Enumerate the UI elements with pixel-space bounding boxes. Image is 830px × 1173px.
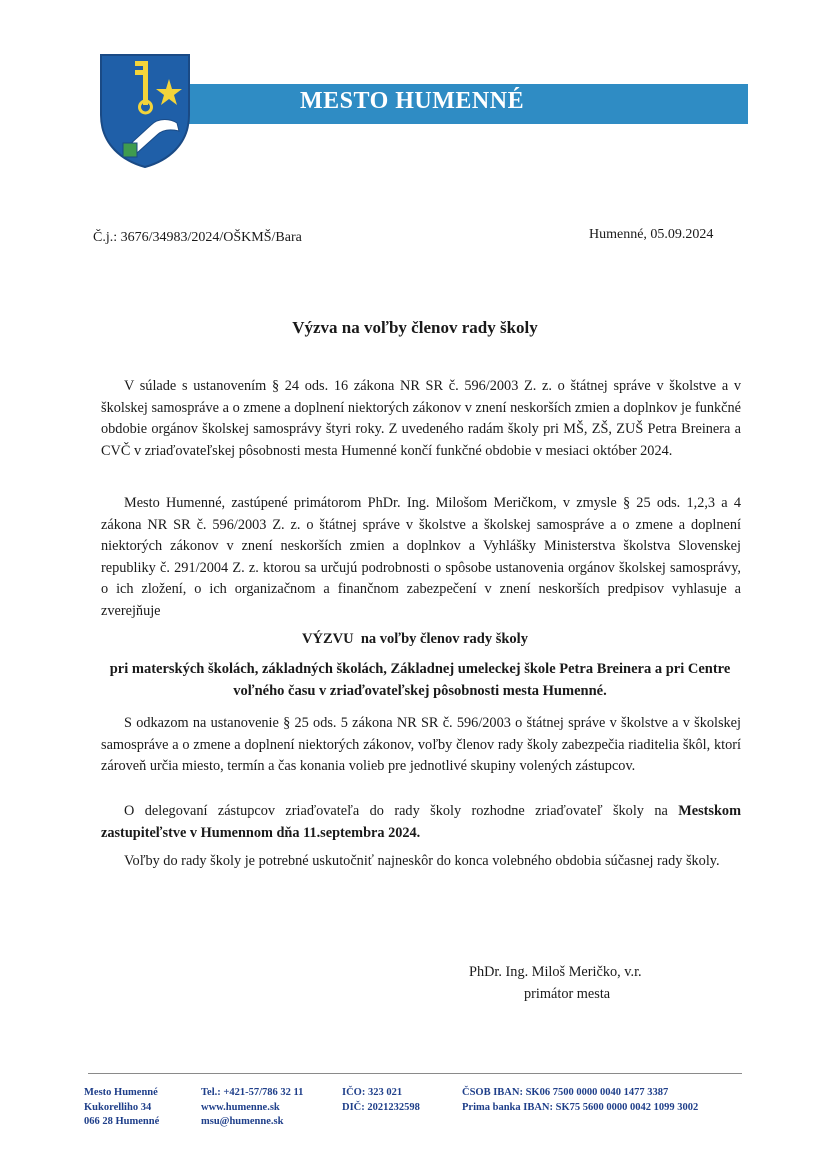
paragraph-4	[101, 801, 741, 844]
city-title: MESTO HUMENNÉ	[300, 88, 525, 114]
footer-address-line: Mesto Humenné	[84, 1087, 158, 1098]
footer-ids	[342, 1086, 420, 1115]
paragraph-4-bold: Mestskom zastupiteľstve v Humennom dňa 11.septembra 2024.	[101, 803, 741, 841]
paragraph-3: S odkazom na ustanovenie § 25 ods. 5 zákona NR SR č. 596/2003 o štátnej správe v školstve a v školskej samospráve a o zmene a doplnení niektorých zákonov, voľby členov rady školy zabezpečia riaditelia škôl, ktorí zároveň určia miesto, termín a čas konania volieb pre jednotlivé skupiny volených zástupcov.	[101, 715, 741, 774]
footer-contact	[201, 1086, 303, 1130]
footer-iban: Prima banka IBAN: SK75 5600 0000 0042 1099 3002	[462, 1101, 699, 1113]
paragraph-5: Voľby do rady školy je potrebné uskutočniť najneskôr do konca volebného obdobia súčasnej rady školy.	[124, 853, 720, 869]
footer-address-line: Kukorelliho 34	[84, 1101, 152, 1113]
paragraph-4-text: O delegovaní zástupcov zriaďovateľa do rady školy rozhodne zriaďovateľ školy na	[124, 803, 679, 819]
signature-role: primátor mesta	[524, 986, 611, 1002]
footer-iban: ČSOB IBAN: SK06 7500 0000 0040 1477 3387	[462, 1087, 669, 1098]
paragraph-1: V súlade s ustanovením § 24 ods. 16 zákona NR SR č. 596/2003 Z. z. o štátnej správe v školstve a v školskej samospráve a o zmene a doplnení niektorých zákonov v znení neskorších zmien a doplnkov je funkčné obdobie orgánov školskej samosprávy štyri roky. Z uvedeného radám školy pri MŠ, ZŠ, ZUŠ Petra Breinera a CVČ v zriaďovateľskej pôsobnosti mesta Humenné končí funkčné obdobie v mesiaci október 2024.	[101, 378, 741, 459]
signature-name: PhDr. Ing. Miloš Meričko, v.r.	[469, 964, 642, 980]
footer-website-link[interactable]: www.humenne.sk	[201, 1101, 280, 1113]
footer-address	[84, 1086, 159, 1130]
city-crest-logo	[99, 53, 191, 169]
footer-address-line: 066 28 Humenné	[84, 1116, 160, 1127]
reference-number: Č.j.: 3676/34983/2024/OŠKMŠ/Bara	[93, 230, 302, 245]
footer-bank	[462, 1086, 698, 1115]
footer-ico: IČO: 323 021	[342, 1087, 403, 1098]
document-title: Výzva na voľby členov rady školy	[292, 318, 538, 337]
vyzva-subheading: pri materských školách, základných školách, Základnej umeleckej škole Petra Breinera a pri Centre voľného času v zriaďovateľskej pôsobnosti mesta Humenné.	[109, 661, 731, 699]
paragraph-2: Mesto Humenné, zastúpené primátorom PhDr. Ing. Milošom Meričkom, v zmysle § 25 ods. 1,2,3 a 4 zákona NR SR č. 596/2003 Z. z. o štátnej správe v školstve a školskej samospráve a o zmene a doplnení niektorých zákonov v znení neskorších zmien a doplnkov a Vyhlášky Ministerstva školstva Slovenskej republiky č. 291/2004 Z. z. ktorou sa určujú podrobnosti o spôsobe ustanovenia orgánov školskej samosprávy, o ich zložení, o ich organizačnom a finančnom zabezpečení v znení neskorších predpisov vyhlasuje a zverejňuje	[101, 495, 741, 619]
footer-email-link[interactable]: msu@humenne.sk	[201, 1116, 284, 1127]
footer-dic: DIČ: 2021232598	[342, 1101, 420, 1113]
footer-phone: Tel.: +421-57/786 32 11	[201, 1087, 304, 1098]
place-date: Humenné, 05.09.2024	[589, 227, 714, 242]
vyzva-heading: VÝZVU na voľby členov rady školy	[302, 631, 528, 647]
footer-divider	[88, 1073, 742, 1074]
